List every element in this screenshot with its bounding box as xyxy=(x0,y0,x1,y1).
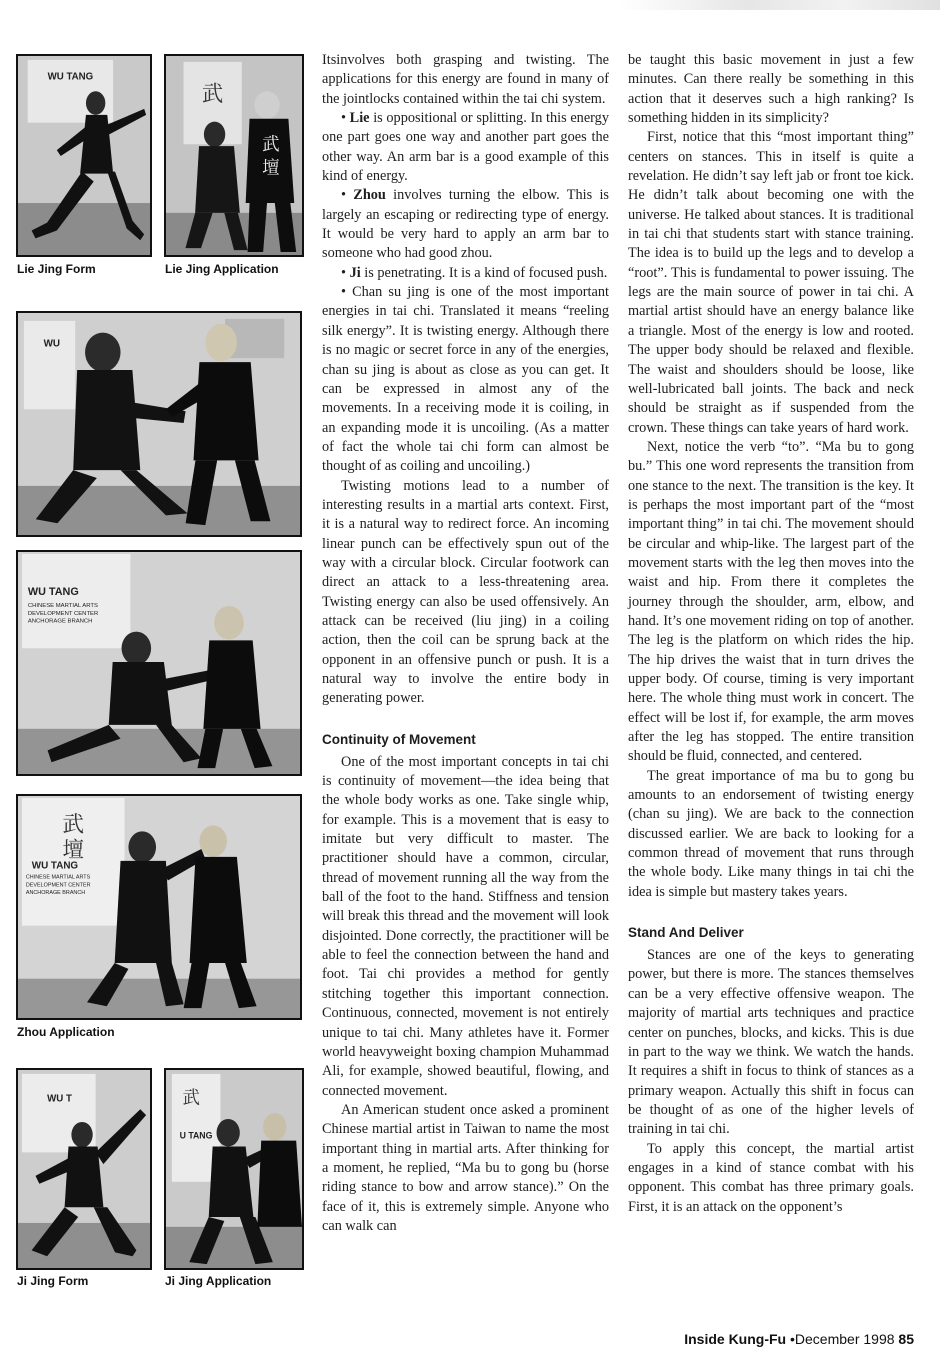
paragraph-ji: • Ji is penetrating. It is a kind of focused push. xyxy=(341,264,608,281)
page-header-decoration xyxy=(620,0,940,10)
term-zhou: Zhou xyxy=(353,187,386,204)
photo-chan-su-jing-2 xyxy=(16,550,302,776)
caption-ji-jing-form: Ji Jing Form xyxy=(17,1274,89,1288)
svg-text:武: 武 xyxy=(62,812,85,837)
caption-lie-jing-form: Lie Jing Form xyxy=(17,262,96,276)
caption-zhou-application: Zhou Application xyxy=(17,1025,115,1039)
svg-text:WU: WU xyxy=(43,338,61,350)
svg-text:ANCHORAGE BRANCH: ANCHORAGE BRANCH xyxy=(27,618,93,625)
section-heading-continuity: Continuity of Movement xyxy=(322,731,476,747)
term-ji: Ji xyxy=(349,264,361,281)
svg-text:CHINESE MARTIAL ARTS: CHINESE MARTIAL ARTS xyxy=(25,874,91,881)
paragraph-zhou: • Zhou involves turning the elbow. This is largely an escaping or redirecting type of energy. It would be very hard to apply an arm bar to someone who had good zhou. xyxy=(322,187,609,262)
svg-text:WU T: WU T xyxy=(47,1093,72,1105)
page-footer: Inside Kung-Fu •December 1998 85 xyxy=(684,1331,914,1347)
svg-text:壇: 壇 xyxy=(262,157,280,178)
paragraph: The great importance of ma bu to gong bu amounts to an endorsement of twisting energy (chan su jing). We are back to the connection discussed earlier. We are back to looking for a common thread of movement that runs through the whole body. Like many things in tai chi the idea is simple but mastery takes years. xyxy=(628,767,914,900)
paragraph: One of the most important concepts in tai chi is continuity of movement—the idea being that the whole body works as one. Take single whip, for example. This is a movement that is easy to imitate but very difficult to master. The practitioner should have a common, circular, thread of movement running all the way from the ball of the foot to the hand. Stiffness and tension will break this thread and the movement will look disjointed. Done correctly, the practitioner will be able to feel the connection between the hand and foot. Tai chi provides a method for gently stitching together this important connection. Continuous, connected, movement is not entirely unique to tai chi. Many athletes have it. Former world heavyweight boxing champion Muhammad Ali, for example, showed beautiful, flowing, and connected movement. xyxy=(322,753,609,1099)
svg-text:武: 武 xyxy=(262,134,280,155)
svg-text:ANCHORAGE BRANCH: ANCHORAGE BRANCH xyxy=(25,890,86,897)
photo-chan-su-jing-1 xyxy=(16,311,302,537)
photo-lie-jing-application xyxy=(164,54,304,257)
section-heading-stand-and-deliver: Stand And Deliver xyxy=(628,925,744,941)
svg-text:DEVELOPMENT CENTER: DEVELOPMENT CENTER xyxy=(27,610,99,617)
paragraph: An American student once asked a prominent Chinese martial artist in Taiwan to name the most important thing in martial arts. After thinking for a moment, he replied, “Ma bu to gong bu (horse riding stance to bow and arrow stance).” On the face of it, this is extremely simple. Anyone who can walk can xyxy=(322,1101,609,1234)
term-lie: Lie xyxy=(349,110,370,127)
sign-wu-tang-text: WU TANG xyxy=(47,71,94,83)
footer-magazine-name: Inside Kung-Fu xyxy=(684,1331,787,1347)
paragraph: Stances are one of the keys to generating power, but there is more. The stances themselves can be a very effective offensive weapon. The majority of martial arts techniques and practice center on punches, blocks, and kicks. This is due in part to the way we think. We watch the hands. It requires a shift in focus to think of stances as a primary weapon. Actually this shift in focus can be thought of as one of the higher levels of training in tai chi. xyxy=(628,947,914,1138)
sign-wu-tang-text-3: WU TANG xyxy=(31,860,79,872)
paragraph: Next, notice the verb “to”. “Ma bu to gong bu.” This one word represents the transition from one stance to the next. The transition is the key. It is perhaps the most important part of the “most important thing” in tai chi. The movement should be circular and whip-like. The largest part of the movement starts with the leg then moves into the waist and hip. From there it completes the journey through the shoulder, arm, elbow, and hand. It’s one movement riding on top of another. The leg is the platform on which rides the hip. The hip drives the waist that in turn drives the upper body. Of course, timing is very important here. The whole thing must work in concert. The effect will be lost if, for example, the arm moves after the leg has stopped. The entire transition should be fluid, connected, and centered. xyxy=(628,438,914,765)
photo-ji-jing-application xyxy=(164,1068,304,1270)
footer-date: December 1998 xyxy=(794,1331,895,1347)
footer-page-number: 85 xyxy=(898,1331,914,1347)
paragraph: First, notice that this “most important thing” centers on stances. This in itself is quite a revelation. He didn’t say left jab or front toe kick. He didn’t talk about becoming one with the universe. He talked about stances. It is traditional in tai chi that students start with stance training. The idea is to build up the legs and to develop a “root”. This is fundamental to power issuing. The legs are the main source of power in tai chi. A martial artist should have an energy balance like a triangle. Most of the energy is low and rooted. The upper body should be relaxed and flexible. The waist and shoulders should be loose, like well-lubricated ball joints. The back and neck should be straight as if suspended from the crown. These things can take years of hard work. xyxy=(628,129,914,436)
caption-lie-jing-application: Lie Jing Application xyxy=(165,262,279,276)
paragraph-lie: • Lie is oppositional or splitting. In this energy one part goes one way and another part goes the other way. An arm bar is a good example of this kind of energy. xyxy=(322,110,609,185)
paragraph: Twisting motions lead to a number of interesting results in a martial arts context. First, it is a natural way to redirect force. An incoming linear punch can be effectively spun out of the way with a circular block. Circular footwork can direct an attack to a less-threatening area. Twisting energy can also be used offensively. An attack can be received (liu jing) in a coiling action, then the coil can be sprung back at the opponent in an offensive punch or push. It is a natural way to involve the entire body in generating power. xyxy=(322,477,609,707)
photo-zhou-application xyxy=(16,794,302,1020)
paragraph: To apply this concept, the martial artist engages in a kind of stance combat with his opponent. This combat has three primary goals. First, it is an attack on the opponent’s xyxy=(628,1140,914,1215)
sign-wu-tang-text-2: WU TANG xyxy=(27,586,79,599)
svg-text:壇: 壇 xyxy=(62,837,85,862)
paragraph: be taught this basic movement in just a few minutes. Can there really be something in this action that it deserves such a high ranking? Is something hidden in its simplicity? xyxy=(628,52,914,127)
svg-text:DEVELOPMENT CENTER: DEVELOPMENT CENTER xyxy=(25,882,91,889)
photo-lie-jing-form xyxy=(16,54,152,257)
paragraph: Itsinvolves both grasping and twisting. The applications for this energy are found in many of the jointlocks contained within the tai chi system. xyxy=(322,52,609,107)
svg-text:CHINESE MARTIAL ARTS: CHINESE MARTIAL ARTS xyxy=(27,603,98,610)
photo-ji-jing-form xyxy=(16,1068,152,1270)
text-column-1 xyxy=(322,51,609,1236)
svg-text:U TANG: U TANG xyxy=(179,1130,213,1141)
paragraph-chan-su-jing: • Chan su jing is one of the most important energies in tai chi. Translated it means “reeling silk energy”. It is twisting energy. Although there is no magic or secret force in any of the energies, chan su jing is about as close as you can get. It can be expressed in almost any of the movements. In a receiving mode it is coiling, in an expanding mode it is uncoiling. (As a matter of fact the whole tai chi form can almost be thought of as coiling and uncoiling.) xyxy=(322,284,609,475)
svg-text:武: 武 xyxy=(201,82,224,107)
svg-text:武: 武 xyxy=(182,1087,200,1108)
text-column-2 xyxy=(628,51,914,1217)
caption-ji-jing-application: Ji Jing Application xyxy=(165,1274,272,1288)
